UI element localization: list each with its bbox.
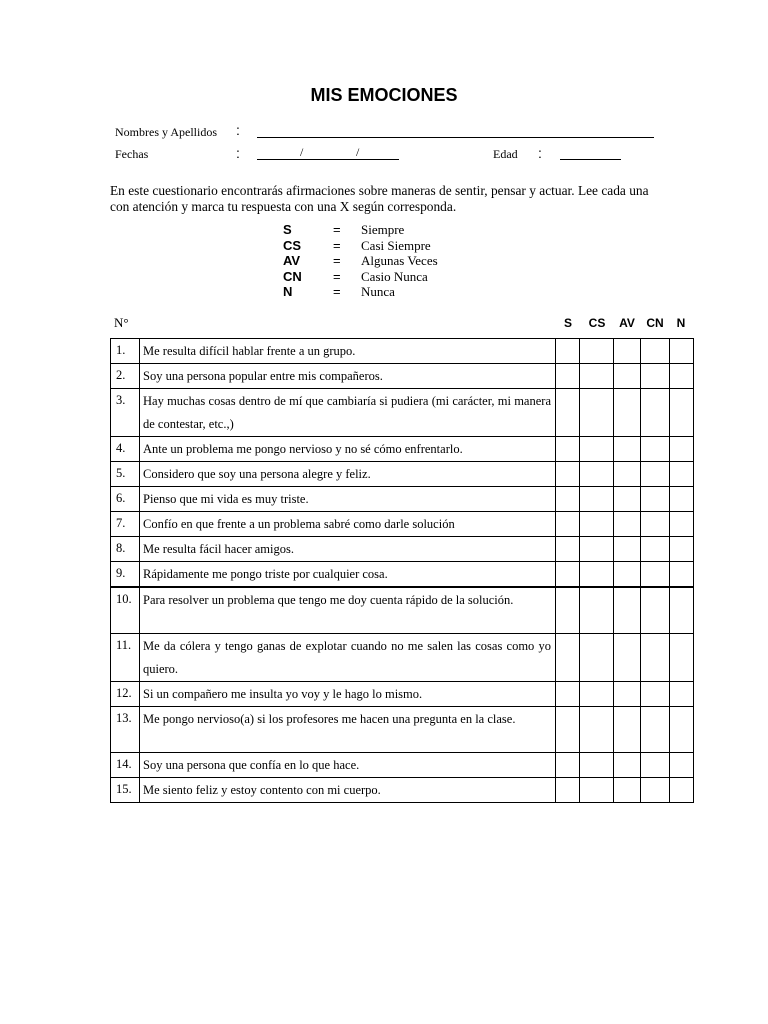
answer-cell-n[interactable] — [670, 537, 694, 562]
answer-cell-av[interactable] — [614, 339, 641, 364]
question-text: Hay muchas cosas dentro de mí que cambiaría si pudiera (mi carácter, mi manera de contestar, etc.,) — [140, 389, 556, 437]
name-colon: : — [236, 122, 240, 138]
legend-equals: = — [333, 253, 341, 269]
answer-cell-cn[interactable] — [641, 437, 670, 462]
question-text: Si un compañero me insulta yo voy y le hago lo mismo. — [140, 681, 556, 706]
legend-code: CS — [283, 237, 302, 253]
answer-cell-n[interactable] — [670, 681, 694, 706]
question-number: 15. — [111, 777, 140, 802]
column-header-cn: CN — [646, 316, 664, 330]
table-row — [111, 512, 694, 537]
age-colon: : — [538, 145, 542, 161]
answer-cell-n[interactable] — [670, 339, 694, 364]
answer-cell-n[interactable] — [670, 633, 694, 681]
answer-cell-s[interactable] — [556, 437, 580, 462]
question-text: Me resulta difícil hablar frente a un grupo. — [140, 339, 556, 364]
answer-cell-cn[interactable] — [641, 462, 670, 487]
question-number: 5. — [111, 462, 140, 487]
answer-cell-s[interactable] — [556, 512, 580, 537]
answer-cell-n[interactable] — [670, 462, 694, 487]
answer-cell-av[interactable] — [614, 389, 641, 437]
answer-cell-cn[interactable] — [641, 487, 670, 512]
question-text: Me resulta fácil hacer amigos. — [140, 537, 556, 562]
answer-cell-cs[interactable] — [580, 777, 614, 802]
answer-cell-cs[interactable] — [580, 437, 614, 462]
question-text: Soy una persona popular entre mis compañeros. — [140, 364, 556, 389]
answer-cell-s[interactable] — [556, 462, 580, 487]
answer-cell-s[interactable] — [556, 752, 580, 777]
date-slash-1: / — [300, 145, 304, 159]
legend-meaning: Nunca — [361, 284, 395, 300]
legend-equals: = — [333, 268, 341, 284]
date-colon: : — [236, 145, 240, 161]
answer-cell-av[interactable] — [614, 512, 641, 537]
answer-cell-cs[interactable] — [580, 681, 614, 706]
answer-cell-n[interactable] — [670, 562, 694, 588]
answer-cell-cn[interactable] — [641, 777, 670, 802]
table-row — [111, 706, 694, 752]
answer-cell-s[interactable] — [556, 587, 580, 633]
answer-cell-n[interactable] — [670, 512, 694, 537]
legend-code: AV — [283, 253, 301, 269]
legend-meaning: Siempre — [361, 222, 405, 237]
date-field[interactable] — [257, 159, 399, 160]
page-title: MIS EMOCIONES — [310, 85, 458, 105]
legend-meaning: Algunas Veces — [361, 253, 438, 269]
answer-cell-av[interactable] — [614, 706, 641, 752]
question-number: 3. — [111, 389, 140, 437]
table-row — [111, 752, 694, 777]
legend-equals: = — [333, 284, 341, 300]
legend-code: CN — [283, 268, 302, 284]
answer-cell-cs[interactable] — [580, 752, 614, 777]
answer-cell-s[interactable] — [556, 777, 580, 802]
answer-cell-s[interactable] — [556, 537, 580, 562]
age-label: Edad — [493, 147, 518, 161]
answer-cell-n[interactable] — [670, 752, 694, 777]
question-number: 9. — [111, 562, 140, 588]
legend-equals: = — [333, 222, 341, 237]
legend-meaning: Casi Siempre — [361, 237, 431, 253]
legend-equals: = — [333, 237, 341, 253]
legend-code: N — [283, 284, 293, 300]
answer-cell-cn[interactable] — [641, 633, 670, 681]
number-header: N° — [114, 315, 129, 330]
question-text: Me pongo nervioso(a) si los profesores me hacen una pregunta en la clase. — [140, 706, 556, 752]
answer-cell-cs[interactable] — [580, 562, 614, 588]
answer-cell-cs[interactable] — [580, 487, 614, 512]
answer-cell-av[interactable] — [614, 364, 641, 389]
question-text: Considero que soy una persona alegre y feliz. — [140, 462, 556, 487]
answer-cell-cn[interactable] — [641, 562, 670, 588]
answer-cell-cs[interactable] — [580, 339, 614, 364]
legend-code: S — [283, 222, 292, 237]
table-row — [111, 777, 694, 802]
answer-cell-av[interactable] — [614, 633, 641, 681]
question-text: Para resolver un problema que tengo me doy cuenta rápido de la solución. — [140, 587, 556, 633]
question-text: Soy una persona que confía en lo que hace. — [140, 752, 556, 777]
answer-cell-av[interactable] — [614, 562, 641, 588]
question-number: 11. — [111, 633, 140, 681]
table-row — [111, 537, 694, 562]
answer-cell-cn[interactable] — [641, 752, 670, 777]
question-number: 14. — [111, 752, 140, 777]
table-row — [111, 681, 694, 706]
answer-cell-av[interactable] — [614, 752, 641, 777]
answer-cell-cs[interactable] — [580, 462, 614, 487]
answer-cell-av[interactable] — [614, 487, 641, 512]
question-text: Confío en que frente a un problema sabré como darle solución — [140, 512, 556, 537]
answer-cell-cs[interactable] — [580, 587, 614, 633]
table-row — [111, 587, 694, 633]
answer-cell-cn[interactable] — [641, 364, 670, 389]
answer-cell-av[interactable] — [614, 462, 641, 487]
questionnaire-table — [110, 338, 694, 803]
answer-cell-cs[interactable] — [580, 706, 614, 752]
question-number: 2. — [111, 364, 140, 389]
table-row — [111, 339, 694, 364]
question-number: 10. — [111, 587, 140, 633]
answer-cell-s[interactable] — [556, 633, 580, 681]
table-row — [111, 487, 694, 512]
answer-cell-s[interactable] — [556, 389, 580, 437]
date-slash-2: / — [356, 145, 360, 159]
answer-cell-cn[interactable] — [641, 389, 670, 437]
answer-cell-n[interactable] — [670, 587, 694, 633]
question-number: 6. — [111, 487, 140, 512]
answer-cell-s[interactable] — [556, 339, 580, 364]
answer-cell-cn[interactable] — [641, 681, 670, 706]
answer-cell-n[interactable] — [670, 706, 694, 752]
question-number: 7. — [111, 512, 140, 537]
answer-cell-cs[interactable] — [580, 633, 614, 681]
instructions-paragraph: En este cuestionario encontrarás afirmaciones sobre maneras de sentir, pensar y actuar. Lee cada una con atención y marca tu respuesta con una X según corresponda. — [110, 183, 649, 214]
legend-meaning: Casio Nunca — [361, 268, 428, 284]
question-number: 12. — [111, 681, 140, 706]
table-row — [111, 562, 694, 588]
answer-cell-cs[interactable] — [580, 512, 614, 537]
answer-cell-av[interactable] — [614, 587, 641, 633]
column-header-n: N — [676, 316, 686, 330]
answer-cell-cn[interactable] — [641, 512, 670, 537]
name-label: Nombres y Apellidos — [115, 125, 217, 139]
question-number: 4. — [111, 437, 140, 462]
answer-cell-cs[interactable] — [580, 364, 614, 389]
name-field[interactable] — [257, 137, 654, 138]
answer-cell-s[interactable] — [556, 706, 580, 752]
question-text: Me siento feliz y estoy contento con mi cuerpo. — [140, 777, 556, 802]
question-text: Rápidamente me pongo triste por cualquier cosa. — [140, 562, 556, 588]
table-row — [111, 633, 694, 681]
answer-cell-cn[interactable] — [641, 537, 670, 562]
question-text: Ante un problema me pongo nervioso y no sé cómo enfrentarlo. — [140, 437, 556, 462]
answer-cell-cs[interactable] — [580, 389, 614, 437]
answer-cell-av[interactable] — [614, 437, 641, 462]
answer-cell-cn[interactable] — [641, 587, 670, 633]
answer-cell-n[interactable] — [670, 389, 694, 437]
answer-cell-av[interactable] — [614, 537, 641, 562]
answer-cell-n[interactable] — [670, 777, 694, 802]
question-number: 1. — [111, 339, 140, 364]
answer-cell-s[interactable] — [556, 364, 580, 389]
table-row — [111, 389, 694, 437]
column-header-av: AV — [619, 316, 635, 330]
answer-cell-cn[interactable] — [641, 339, 670, 364]
age-field[interactable] — [560, 159, 621, 160]
answer-cell-n[interactable] — [670, 437, 694, 462]
question-text: Pienso que mi vida es muy triste. — [140, 487, 556, 512]
table-row — [111, 462, 694, 487]
column-header-s: S — [563, 316, 572, 330]
answer-cell-av[interactable] — [614, 681, 641, 706]
question-text: Me da cólera y tengo ganas de explotar cuando no me salen las cosas como yo quiero. — [140, 633, 556, 681]
answer-cell-s[interactable] — [556, 681, 580, 706]
answer-cell-cn[interactable] — [641, 706, 670, 752]
answer-cell-n[interactable] — [670, 487, 694, 512]
table-row — [111, 364, 694, 389]
question-number: 8. — [111, 537, 140, 562]
answer-cell-cs[interactable] — [580, 537, 614, 562]
answer-cell-s[interactable] — [556, 487, 580, 512]
table-row — [111, 437, 694, 462]
question-number: 13. — [111, 706, 140, 752]
answer-cell-av[interactable] — [614, 777, 641, 802]
answer-cell-n[interactable] — [670, 364, 694, 389]
date-label: Fechas — [115, 147, 149, 161]
column-header-cs: CS — [588, 316, 606, 330]
answer-cell-s[interactable] — [556, 562, 580, 588]
